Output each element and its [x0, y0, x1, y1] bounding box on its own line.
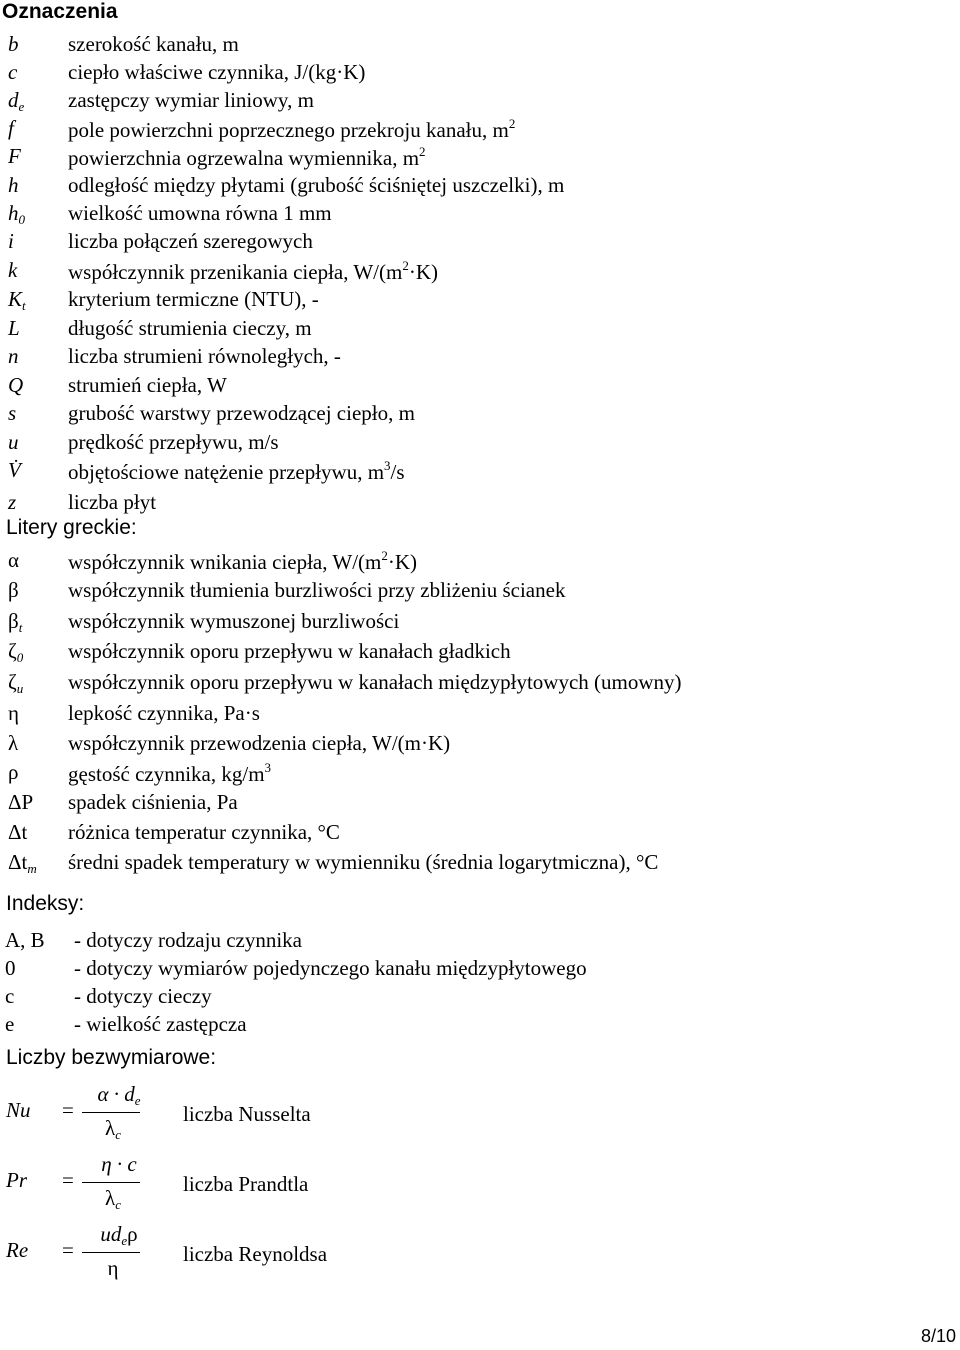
symbol: [8, 731, 18, 756]
denominator-subscript: c: [115, 1197, 121, 1212]
symbol-description: [68, 490, 156, 515]
index-key: e: [5, 1012, 15, 1036]
description-superscript: 2: [508, 116, 516, 131]
numerator-text: η · c: [101, 1152, 137, 1176]
symbol-description: [68, 144, 426, 171]
symbol-description: [68, 173, 564, 198]
symbol-subscript: t: [22, 298, 26, 313]
symbol-description: [68, 32, 239, 57]
description-text: objętościowe natężenie przepływu, m: [68, 460, 385, 484]
symbol: [8, 201, 25, 228]
symbol-letter: λ: [8, 731, 19, 755]
formula: [0, 1152, 170, 1222]
description-superscript: 3: [264, 760, 272, 775]
description-text: długość strumienia cieczy, m: [68, 316, 312, 340]
description-text: kryterium termiczne (NTU), -: [68, 287, 319, 311]
description-text: współczynnik tłumienia burzliwości przy zbliżeniu ścianek: [68, 578, 566, 602]
symbol: [8, 144, 21, 169]
formula-denominator: [84, 1116, 142, 1143]
symbol: [8, 88, 24, 115]
description-text: liczba płyt: [68, 490, 157, 514]
symbol: [8, 373, 23, 398]
description-tail: /s: [390, 460, 405, 484]
symbol: [8, 609, 22, 636]
formula-numerator: [84, 1152, 154, 1177]
symbol-subscript: m: [27, 861, 37, 876]
symbol: [8, 32, 19, 57]
symbol-description: [68, 458, 405, 485]
symbol: [8, 287, 26, 314]
symbol-subscript: t: [18, 620, 23, 635]
symbol-letter: f: [8, 116, 14, 140]
description-text: współczynnik oporu przepływu w kanałach międzypłytowych (umowny): [68, 670, 682, 694]
symbol: [8, 229, 14, 254]
formula: [0, 1082, 170, 1152]
symbol: [8, 258, 17, 283]
description-text: grubość warstwy przewodzącej ciepło, m: [68, 401, 415, 425]
description-text: liczba strumieni równoległych, -: [68, 344, 341, 368]
symbol-description: [68, 820, 340, 845]
denominator-text: η: [107, 1256, 119, 1280]
description-text: pole powierzchni poprzecznego przekroju kanału, m: [68, 118, 509, 142]
description-tail: ·K): [387, 550, 418, 574]
symbol-description: [68, 850, 658, 875]
symbol: [8, 316, 20, 341]
fraction-bar: [82, 1182, 140, 1183]
formula-lhs: Pr: [6, 1168, 27, 1192]
fraction-bar: [82, 1252, 140, 1253]
description-text: lepkość czynnika, Pa·s: [68, 701, 260, 725]
symbol-description: [68, 790, 238, 815]
denominator-text: λ: [105, 1116, 116, 1140]
numerator-subscript: e: [134, 1093, 141, 1108]
symbol-description: [68, 401, 415, 426]
symbol-letter: α: [8, 548, 20, 572]
symbol-subscript: e: [18, 99, 25, 114]
symbol-description: [68, 116, 515, 143]
symbol-description: [68, 639, 511, 664]
symbol: [8, 790, 33, 815]
symbol-subscript: u: [16, 681, 24, 696]
description-tail: ·K): [408, 260, 438, 284]
symbol-letter: L: [8, 316, 20, 340]
symbol-letter: K: [8, 287, 23, 311]
symbol-description: [68, 430, 279, 455]
formula-equals: =: [62, 1098, 74, 1122]
symbol-description: [68, 287, 319, 312]
symbol-letter: Q: [8, 373, 24, 397]
formula-denominator: [84, 1186, 142, 1213]
page-heading: Oznaczenia: [2, 0, 118, 23]
symbol-subscript: 0: [16, 650, 24, 665]
formula-lhs: Re: [6, 1238, 29, 1262]
symbol-description: [68, 731, 450, 756]
denominator-text: λ: [105, 1186, 116, 1210]
symbol-letter: ρ: [8, 760, 19, 784]
description-text: współczynnik oporu przepływu w kanałach gładkich: [68, 639, 511, 663]
description-text: wielkość umowna równa 1 mm: [68, 201, 332, 225]
symbol-letter: Δt: [8, 820, 28, 844]
formula-lhs: Nu: [6, 1098, 31, 1122]
symbol-letter: η: [8, 701, 19, 725]
symbol-letter: z: [8, 490, 17, 514]
symbol-description: [68, 373, 227, 398]
formula-name: liczba Nusselta: [183, 1102, 311, 1126]
symbol: [8, 548, 19, 573]
symbol-letter: c: [8, 60, 18, 84]
symbol-description: [68, 670, 682, 695]
symbol-letter: β: [8, 609, 19, 633]
symbol-letter: h: [8, 173, 19, 197]
symbol-letter: ΔP: [8, 790, 34, 814]
denominator-subscript: c: [115, 1127, 121, 1142]
symbol: [8, 578, 19, 603]
description-text: zastępczy wymiar liniowy, m: [68, 88, 314, 112]
symbol-description: [68, 201, 332, 226]
symbol-letter: ζ: [8, 639, 17, 663]
symbol-letter: h: [8, 201, 19, 225]
symbol: [8, 670, 23, 697]
symbol: [8, 490, 16, 515]
formula-equals: =: [62, 1168, 74, 1192]
description-text: ciepło właściwe czynnika, J/(kg·K): [68, 60, 366, 84]
symbol: [8, 430, 19, 455]
symbol-letter: u: [8, 430, 19, 454]
symbol-description: [68, 701, 260, 726]
description-text: współczynnik przewodzenia ciepła, W/(m·K): [68, 731, 451, 755]
symbol-subscript: 0: [18, 212, 25, 227]
description-text: prędkość przepływu, m/s: [68, 430, 279, 454]
description-superscript: 2: [381, 548, 388, 563]
formula-numerator: [84, 1222, 154, 1249]
symbol-letter: β: [8, 578, 19, 602]
description-text: współczynnik wnikania ciepła, W/(m: [68, 550, 382, 574]
symbol: [8, 60, 17, 85]
symbol-letter: n: [8, 344, 19, 368]
description-text: strumień ciepła, W: [68, 373, 227, 397]
numerator-subscript: e: [121, 1233, 128, 1248]
symbol-description: [68, 316, 312, 341]
index-key: A, B: [5, 928, 45, 952]
formula-name: liczba Prandtla: [183, 1172, 309, 1196]
symbol: [8, 850, 37, 877]
formula: [0, 1222, 170, 1292]
symbol: [8, 820, 27, 845]
dimensionless-heading: Liczby bezwymiarowe:: [6, 1046, 217, 1069]
symbol-letter: d: [8, 88, 19, 112]
symbol-letter: i: [8, 229, 14, 253]
symbol-letter: F: [8, 144, 21, 168]
greek-heading: Litery greckie:: [6, 516, 137, 539]
symbol-description: [68, 344, 341, 369]
symbol: [8, 760, 18, 785]
symbol-description: [68, 60, 365, 85]
description-text: odległość między płytami (grubość ściśniętej uszczelki), m: [68, 173, 565, 197]
description-superscript: 2: [402, 258, 409, 273]
symbol-description: [68, 88, 314, 113]
page-number: 8/10: [920, 1326, 956, 1346]
description-text: powierzchnia ogrzewalna wymiennika, m: [68, 146, 420, 170]
symbol: [8, 701, 19, 726]
formula-denominator: [84, 1256, 142, 1281]
symbol-letter: ζ: [8, 670, 17, 694]
symbol: [8, 639, 23, 666]
description-text: szerokość kanału, m: [68, 32, 239, 56]
symbol-description: [68, 760, 271, 787]
symbol-letter: V̇: [8, 458, 21, 482]
formula-name: liczba Reynoldsa: [183, 1242, 328, 1266]
symbol-description: [68, 548, 417, 575]
description-superscript: 2: [419, 144, 426, 159]
symbol-description: [68, 258, 438, 285]
numerator-text: ud: [100, 1222, 122, 1246]
description-text: różnica temperatur czynnika, °C: [68, 820, 340, 844]
symbol-letter: Δt: [8, 850, 28, 874]
index-description: - dotyczy rodzaju czynnika: [74, 928, 302, 952]
description-text: spadek ciśnienia, Pa: [68, 790, 238, 814]
index-key: 0: [5, 956, 16, 980]
index-key: c: [5, 984, 15, 1008]
symbol-letter: k: [8, 258, 18, 282]
index-description: - dotyczy cieczy: [74, 984, 212, 1008]
symbol-letter: b: [8, 32, 19, 56]
symbol: [8, 401, 16, 426]
symbol: [8, 173, 19, 198]
description-superscript: 3: [384, 458, 391, 473]
formula-equals: =: [62, 1238, 74, 1262]
symbol-description: [68, 609, 399, 634]
fraction-bar: [82, 1112, 140, 1113]
symbol: [8, 458, 21, 483]
symbol-description: [68, 578, 565, 603]
description-text: współczynnik wymuszonej burzliwości: [68, 609, 400, 633]
symbol: [8, 344, 19, 369]
description-text: średni spadek temperatury w wymienniku (średnia logarytmiczna), °C: [68, 850, 659, 874]
description-text: gęstość czynnika, kg/m: [68, 762, 265, 786]
symbol-description: [68, 229, 313, 254]
index-description: - wielkość zastępcza: [74, 1012, 247, 1036]
description-text: współczynnik przenikania ciepła, W/(m: [68, 260, 403, 284]
index-heading: Indeksy:: [6, 892, 85, 915]
index-description: - dotyczy wymiarów pojedynczego kanału międzypłytowego: [74, 956, 587, 980]
symbol: [8, 116, 14, 141]
numerator-text: α · d: [97, 1082, 135, 1106]
description-text: liczba połączeń szeregowych: [68, 229, 313, 253]
numerator-tail: ρ: [127, 1222, 138, 1246]
symbol-letter: s: [8, 401, 17, 425]
formula-numerator: [84, 1082, 154, 1109]
